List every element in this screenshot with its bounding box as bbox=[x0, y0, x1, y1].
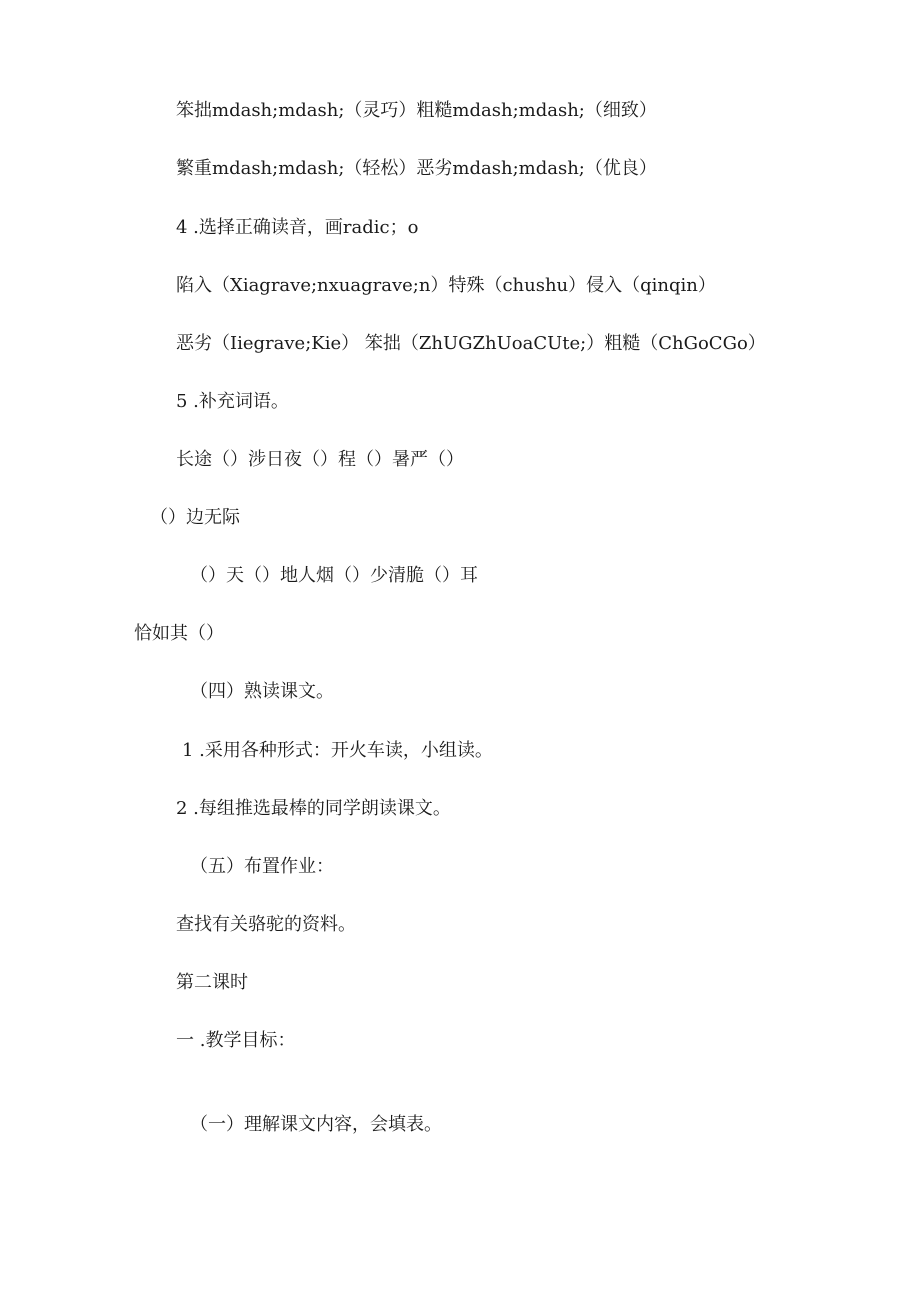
homework-text: 查找有关骆驼的资料。 bbox=[176, 914, 356, 935]
exercise-4-heading: 4 .选择正确读音，画radic；o bbox=[176, 217, 419, 238]
fill-words-line-1: 长途（）涉日夜（）程（）暑严（） bbox=[176, 449, 464, 470]
reading-step-2: 2 .每组推选最棒的同学朗读课文。 bbox=[176, 798, 451, 819]
fill-words-line-2: （）边无际 bbox=[150, 507, 240, 528]
fill-words-line-3: （）天（）地人烟（）少清脆（）耳 bbox=[190, 565, 478, 586]
exercise-5-heading: 5 .补充词语。 bbox=[176, 391, 289, 412]
section-5-heading: （五）布置作业： bbox=[190, 856, 334, 877]
reading-step-1: 1 .采用各种形式：开火车读，小组读。 bbox=[182, 740, 493, 761]
teaching-goals-heading: 一 .教学目标： bbox=[176, 1030, 296, 1051]
pronunciation-line-1: 陷入（Xiagrave;nxuagrave;n）特殊（chushu）侵入（qinqin） bbox=[176, 275, 716, 296]
lesson-2-title: 第二课时 bbox=[176, 972, 248, 993]
section-4-heading: （四）熟读课文。 bbox=[190, 681, 334, 702]
pronunciation-line-2: 恶劣（Iiegrave;Kie） 笨拙（ZhUGZhUoaCUte;）粗糙（ChGoCGo） bbox=[176, 333, 766, 354]
antonym-line-1: 笨拙mdash;mdash;（灵巧）粗糙mdash;mdash;（细致） bbox=[176, 100, 657, 121]
fill-words-line-4: 恰如其（） bbox=[134, 623, 224, 644]
antonym-line-2: 繁重mdash;mdash;（轻松）恶劣mdash;mdash;（优良） bbox=[176, 158, 657, 179]
goal-1-text: （一）理解课文内容，会填表。 bbox=[190, 1114, 442, 1135]
